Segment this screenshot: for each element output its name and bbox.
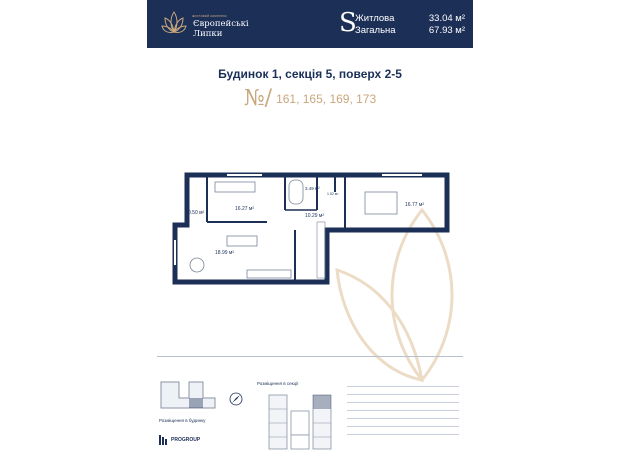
compass-icon xyxy=(229,392,243,406)
dining-table xyxy=(227,236,257,246)
lotus-logo-icon xyxy=(161,10,187,40)
total-area-value: 67.93 м² xyxy=(428,25,465,36)
area-symbol: S xyxy=(339,8,357,38)
progroup-logo-icon xyxy=(159,435,167,445)
note-line xyxy=(347,434,459,435)
room-area-bedroom: 16.77 м² xyxy=(405,202,425,208)
note-line xyxy=(347,418,459,419)
logo-subtitle: житловий комплекс xyxy=(192,14,228,18)
logo-name-line1: Європейські xyxy=(193,19,249,29)
room-area-hall: 10.29 м² xyxy=(305,213,325,219)
floor-plan-sheet xyxy=(147,0,473,460)
note-line xyxy=(347,402,459,403)
room-area-kitchen: 18.99 м² xyxy=(215,250,235,256)
sofa xyxy=(215,182,255,192)
building-position-scheme xyxy=(159,378,227,412)
bathtub xyxy=(289,180,303,204)
apartment-number-list: 161, 165, 169, 173 xyxy=(276,91,377,106)
notes-lines xyxy=(347,386,459,442)
total-area-label: Загальна xyxy=(355,25,396,36)
room-area-living: 16.27 м² xyxy=(235,206,255,212)
bed xyxy=(365,192,397,214)
number-sign: №/ xyxy=(243,86,273,111)
note-line xyxy=(347,410,459,411)
note-line xyxy=(347,386,459,387)
section-position-caption: Розміщення в секції xyxy=(257,381,299,386)
round-table xyxy=(190,258,204,272)
building-section-floor-title: Будинок 1, секція 5, поверх 2-5 xyxy=(218,67,402,81)
header-banner xyxy=(147,0,473,48)
outer-wall xyxy=(175,175,447,282)
building-position-caption: Розміщення в будинку xyxy=(159,418,206,423)
apartment-floor-plan xyxy=(167,170,457,290)
room-area-bathroom: 3.49 м² xyxy=(305,186,320,191)
living-area-label: Житлова xyxy=(355,13,395,24)
note-line xyxy=(347,426,459,427)
note-line xyxy=(347,394,459,395)
section-position-scheme xyxy=(265,391,335,453)
divider xyxy=(157,356,463,357)
living-area-value: 33.04 м² xyxy=(428,13,465,24)
wardrobe xyxy=(317,222,325,278)
logo-name-line2: Липки xyxy=(193,29,223,39)
room-area-wc: 1.52 м² xyxy=(327,192,339,196)
developer-name: PROGROUP xyxy=(171,437,201,443)
apartment-numbers xyxy=(147,86,473,111)
room-area-balcony: 0.50 м² xyxy=(188,210,205,216)
kitchen-counter xyxy=(247,270,291,278)
